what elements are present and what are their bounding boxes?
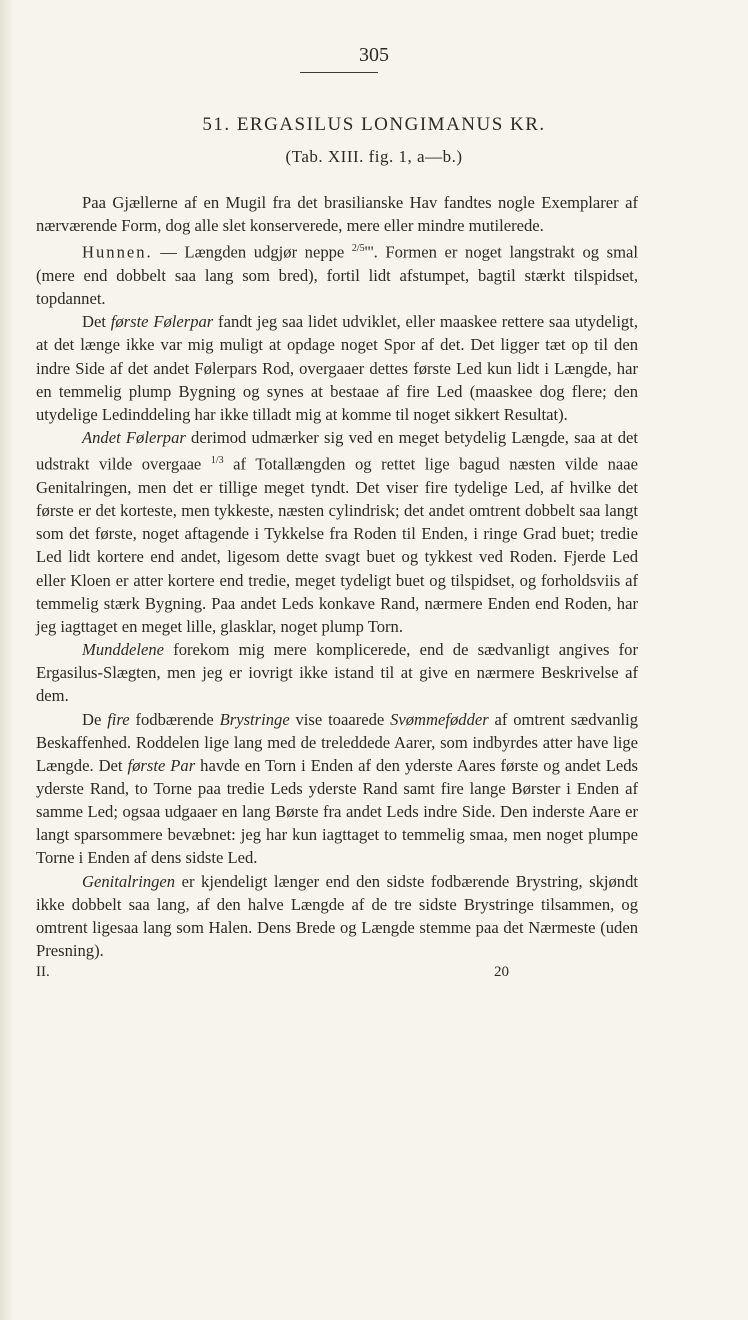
fraction: 1/3 <box>210 455 224 467</box>
emphasis: Munddelene <box>82 640 165 660</box>
emphasis: Genitalringen <box>82 871 176 891</box>
paragraph-4: Andet Følerpar derimod udmærker sig ved en meget betydelig Længde, saa at det udstrakt vilde overgaae $^{1/3}$ af Totallængden og rettet lige bagud næsten vilde naae Genitalringen, men det er tillige meget tyndt. Det viser fire tydelige Led, af hvilke det første er det korteste, men tykkeste, næsten cylindrisk; det andet omtrent dobbelt saa langt som det første, noget aftagende i Tykkelse fra Roden til Enden, i ringe Grad buet; tredie Led lidt kortere end andet, ligesom dette svagt buet og tykkest ved Roden. Fjerde Led eller Kloen er atter kortere end tredie, meget tydeligt buet og tilspidset, og forholdsviis af temmelig stærk Bygning. Paa andet Leds konkave Rand, nærmere Enden end Roden, har jeg iagttaget en meget lille, glasklar, noget plump Torn. <box>36 428 638 636</box>
species-title: 51. ERGASILUS LONGIMANUS KR. <box>202 114 546 135</box>
page-number: 305 <box>359 44 389 66</box>
emphasis: første Par <box>127 755 196 775</box>
page-number-rule <box>300 72 378 73</box>
paragraph-2: Hunnen. — Længden udgjør neppe $^{2/5}$'''. Formen er noget langstrakt og smal (mere end dobbelt saa lang som bred), fortil lidt afstumpet, bagtil stærkt tilspidset, topdannet. <box>36 242 638 309</box>
emphasis: fire <box>107 709 130 729</box>
page-edge <box>0 0 14 1320</box>
signature-mark-right: 20 <box>494 964 509 980</box>
plate-reference: (Tab. XIII. fig. 1, a—b.) <box>285 147 463 166</box>
body-text <box>36 191 638 962</box>
paragraph-7: Genitalringen er kjendeligt længer end den sidste fodbærende Brystring, skjøndt ikke dobbelt saa lang, af den halve Længde af de tre sidste Brystringe tilsammen, og omtrent ligesaa lang som Halen. Dens Brede og Længde stemme paa det Nærmeste (uden Presning). <box>36 871 638 961</box>
fraction: 2/5 <box>351 243 365 255</box>
section-lead: Hunnen. <box>82 242 153 262</box>
emphasis: Andet Følerpar <box>82 428 186 448</box>
paragraph-5: Munddelene forekom mig mere komplicerede, end de sædvanligt angives for Ergasilus-Slægten, men jeg er iovrigt ikke istand til at give en nærmere Beskrivelse af dem. <box>36 640 638 706</box>
emphasis: Svømmefødder <box>390 709 489 729</box>
paragraph-6: De fire fodbærende Brystringe vise toaarede Svømmefødder af omtrent sædvanlig Beskaffenhed. Roddelen lige lang med de treleddede Aarer, som indbyrdes atter have lige Længde. Det første Par havde en Torn i Enden af den yderste Aares første og andet Leds yderste Rand, to Torne paa tredie Leds yderste Rand samt fire lange Børster i Enden af samme Led; ogsaa udgaaer en lang Børste fra andet Leds indre Side. Den inderste Aare er langt sparsommere bevæbnet: jeg har kun iagttaget to temmelig smaa, men noget plumpe Torne i Enden af dens sidste Led. <box>36 709 639 868</box>
emphasis: første Følerpar <box>110 312 214 332</box>
signature-mark-left: II. <box>36 964 50 980</box>
paragraph-1: Paa Gjællerne af en Mugil fra det brasilianske Hav fandtes nogle Exemplarer af nærværende Form, dog alle slet konserverede, mere eller mindre mutilerede. <box>36 193 638 236</box>
paragraph-3: Det første Følerpar fandt jeg saa lidet udviklet, eller maaskee rettere saa utydeligt, at det længe ikke var mig muligt at opdage noget Spor af det. Det ligger tæt op til den indre Side af det andet Følerpars Rod, overgaaer dettes første Led kun lidt i Længde, har en temmelig plump Bygning og synes at bestaae af fire Led (maaskee dog flere; den utydelige Ledinddeling har ikke tilladt mig at komme til noget sikkert Resultat). <box>36 312 638 424</box>
emphasis: Brystringe <box>219 709 290 729</box>
